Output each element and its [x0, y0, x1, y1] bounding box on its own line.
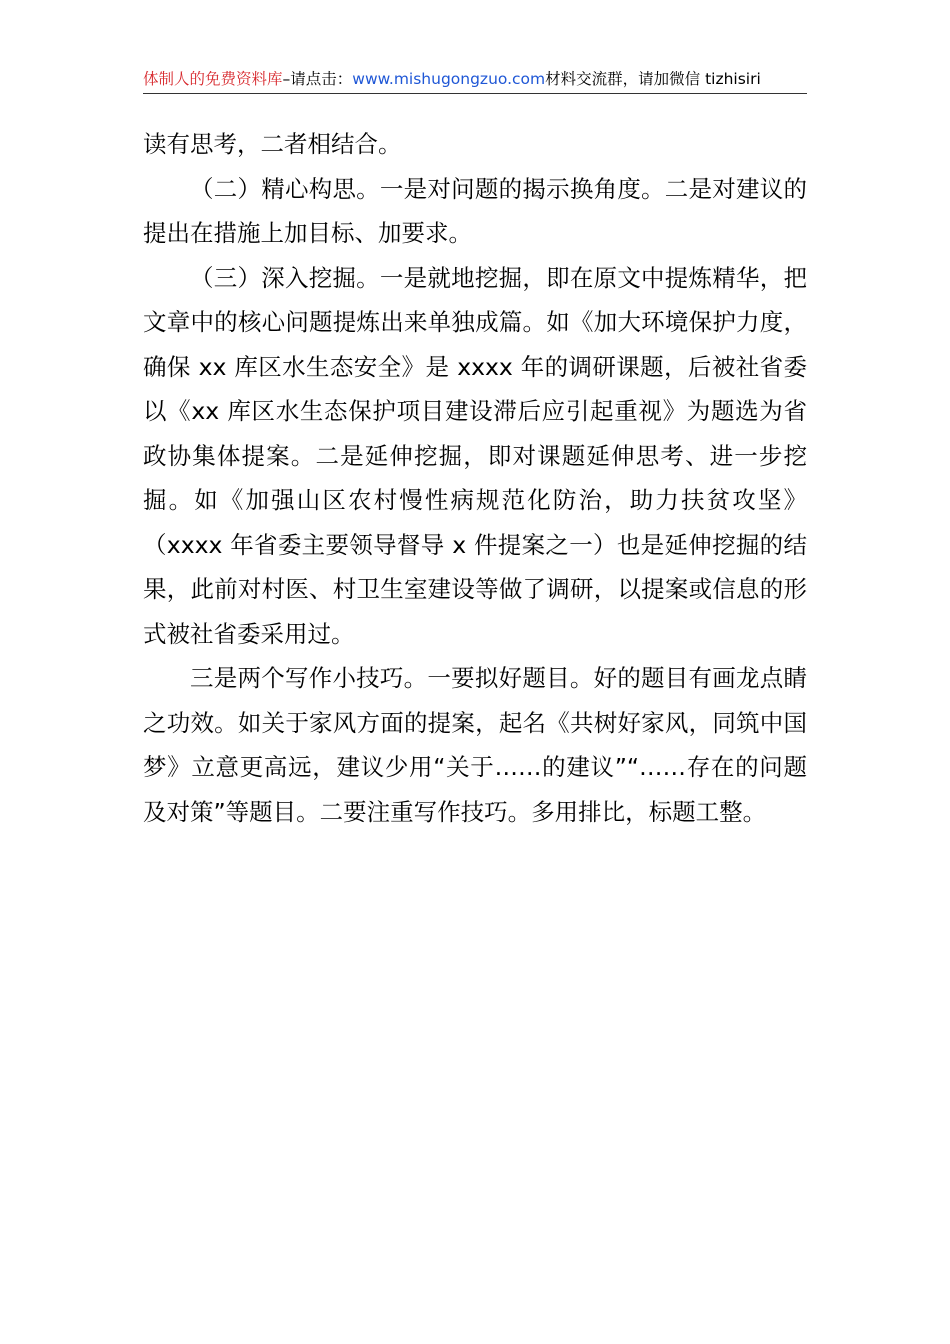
paragraph-section-3: （三）深入挖掘。一是就地挖掘，即在原文中提炼精华，把文章中的核心问题提炼出来单独成篇。如《加大环境保护力度，确保 xx 库区水生态安全》是 xxxx 年的调研课题，后被社省委以《xx 库区水生态保护项目建设滞后应引起重视》为题选为省政协集体提案。二是延伸挖掘，即对课题延伸思考、进一步挖掘。如《加强山区农村慢性病规范化防治，助力扶贫攻坚》（xxxx 年省委主要领导督导 x 件提案之一）也是延伸挖掘的结果，此前对村医、村卫生室建设等做了调研，以提案或信息的形式被社省委采用过。 — [143, 263, 807, 648]
header-separator: –请点击： — [282, 70, 353, 88]
paragraph-continuation: 读有思考，二者相结合。 — [143, 130, 402, 158]
paragraph-section-2: （二）精心构思。一是对问题的揭示换角度。二是对建议的提出在措施上加目标、加要求。 — [143, 174, 807, 247]
page-header — [143, 66, 807, 92]
header-divider — [143, 93, 807, 94]
paragraph-writing-tips: 三是两个写作小技巧。一要拟好题目。好的题目有画龙点睛之功效。如关于家风方面的提案，起名《共树好家风，同筑中国梦》立意更高远，建议少用“关于……的建议”“……存在的问题及对策”等题目。二要注重写作技巧。多用排比，标题工整。 — [143, 664, 807, 826]
header-url-link[interactable]: www.mishugongzuo.com — [352, 70, 546, 88]
header-contact-text: 材料交流群，请加微信 tizhisiri — [545, 70, 761, 88]
document-body — [143, 122, 807, 834]
header-brand: 体制人的免费资料库 — [143, 70, 283, 88]
